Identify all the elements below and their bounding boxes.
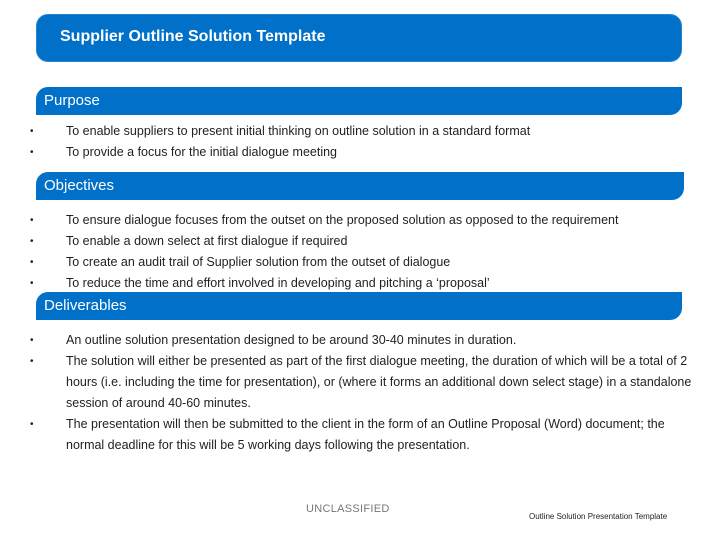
bullet-icon: • bbox=[30, 126, 34, 137]
list-item: • To provide a focus for the initial dialogue meeting bbox=[30, 142, 680, 163]
list-item: • To enable a down select at first dialogue if required bbox=[30, 231, 700, 252]
list-item: • The solution will either be presented as part of the first dialogue meeting, the duration of which will be a total of 2 hours (i.e. including the time for presentation), or (where it forms an additional down select stage) in a standalone session of around 40-60 minutes. bbox=[30, 351, 700, 414]
list-item: • The presentation will then be submitted to the client in the form of an Outline Proposal (Word) document; the normal deadline for this will be 5 working days following the presentation. bbox=[30, 414, 700, 456]
title-banner bbox=[36, 14, 682, 62]
section-heading: Deliverables bbox=[44, 297, 127, 314]
list-item: • To reduce the time and effort involved in developing and pitching a ‘proposal’ bbox=[30, 273, 700, 294]
bullet-icon: • bbox=[30, 215, 34, 226]
classification-label: UNCLASSIFIED bbox=[306, 503, 390, 515]
section-header-objectives bbox=[36, 172, 684, 200]
list-item: • To enable suppliers to present initial thinking on outline solution in a standard format bbox=[30, 121, 680, 142]
bullet-icon: • bbox=[30, 356, 34, 367]
footer-doc-name: Outline Solution Presentation Template bbox=[529, 512, 668, 521]
bullet-icon: • bbox=[30, 335, 34, 346]
bullet-icon: • bbox=[30, 278, 34, 289]
purpose-list bbox=[30, 121, 680, 163]
section-header-deliverables bbox=[36, 292, 682, 320]
objectives-list bbox=[30, 210, 700, 294]
section-header-purpose bbox=[36, 87, 682, 115]
section-heading: Purpose bbox=[44, 92, 100, 109]
list-item: • To ensure dialogue focuses from the outset on the proposed solution as opposed to the requirement bbox=[30, 210, 700, 231]
bullet-icon: • bbox=[30, 419, 34, 430]
page-title: Supplier Outline Solution Template bbox=[60, 28, 326, 45]
deliverables-list bbox=[30, 330, 700, 456]
section-heading: Objectives bbox=[44, 177, 115, 194]
list-item: • To create an audit trail of Supplier solution from the outset of dialogue bbox=[30, 252, 700, 273]
bullet-icon: • bbox=[30, 236, 34, 247]
bullet-icon: • bbox=[30, 257, 34, 268]
list-item: • An outline solution presentation designed to be around 30-40 minutes in duration. bbox=[30, 330, 700, 351]
bullet-icon: • bbox=[30, 147, 34, 158]
